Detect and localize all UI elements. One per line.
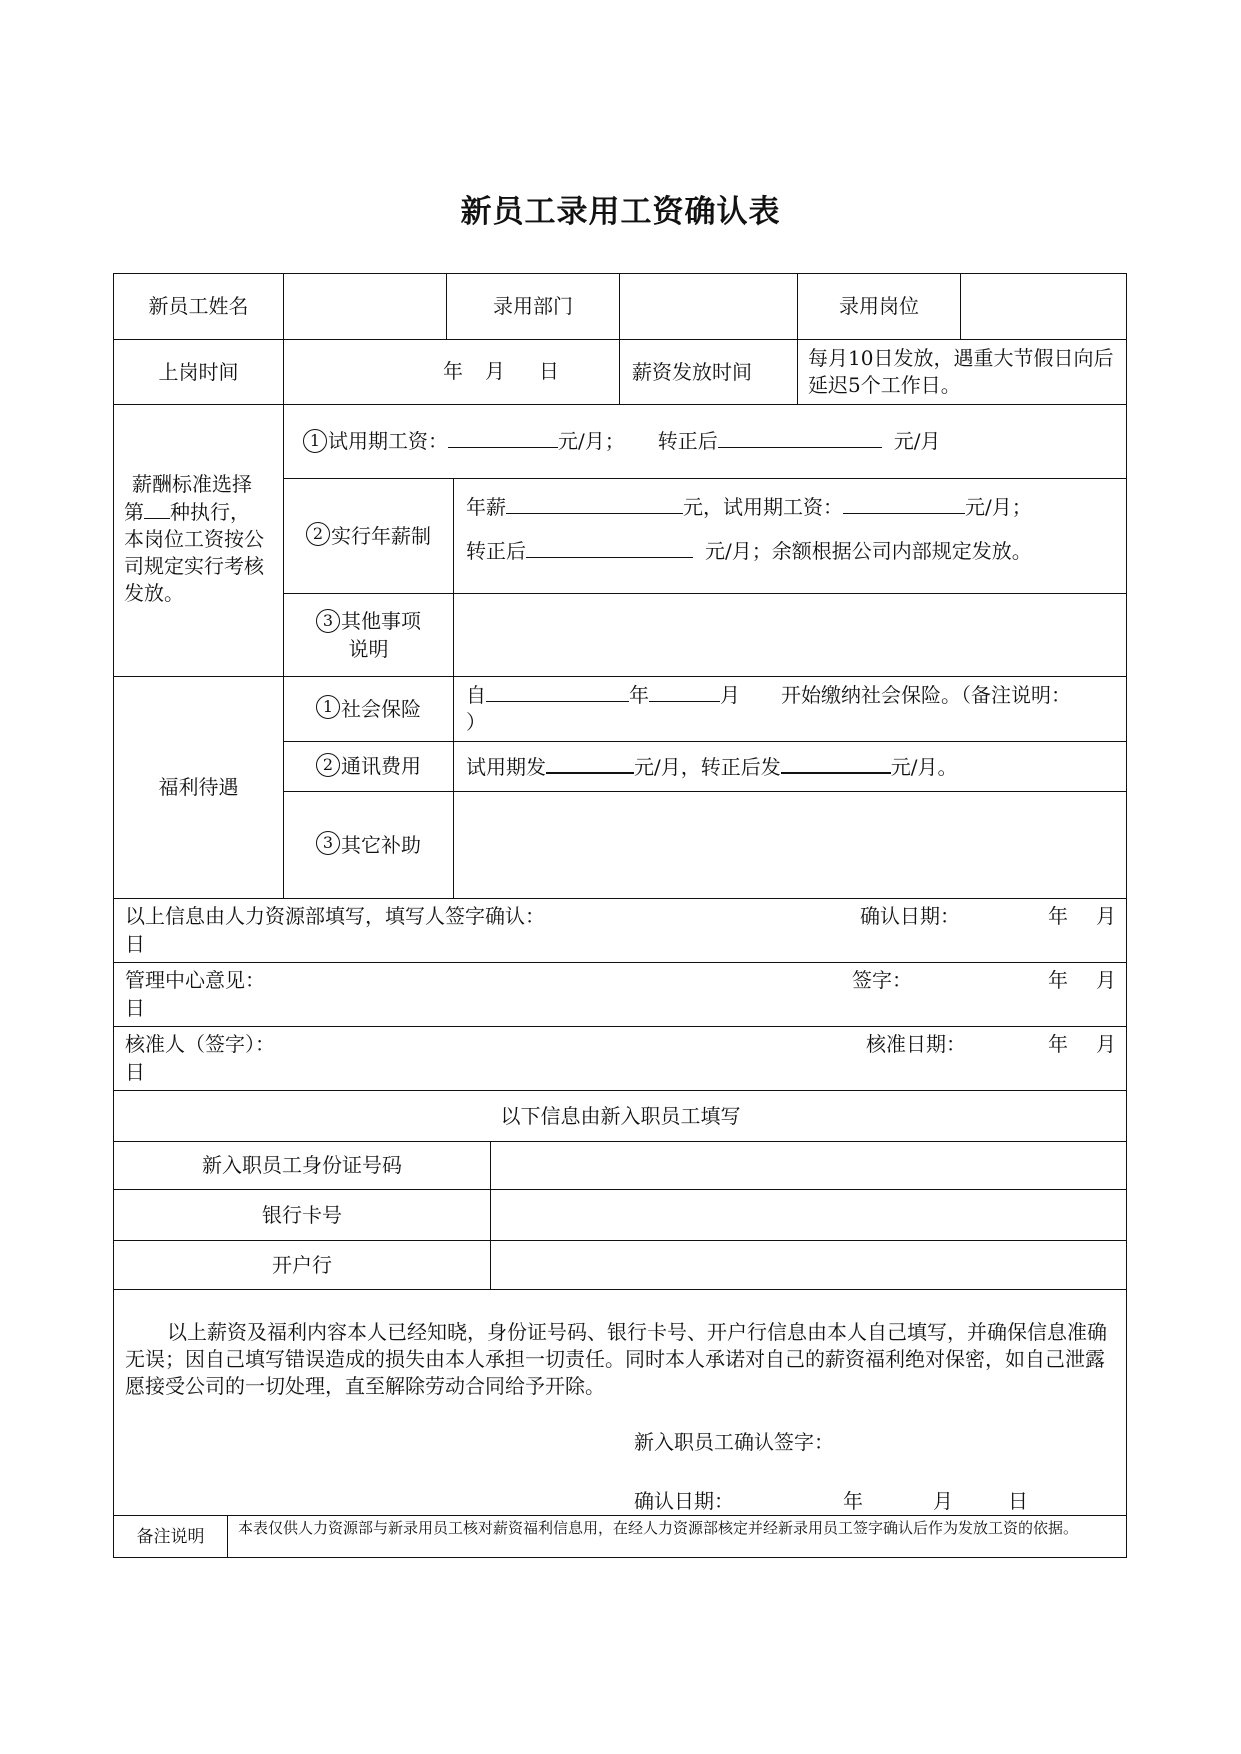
approver-row — [113, 1026, 1127, 1090]
hr-confirm-row — [113, 898, 1127, 962]
trial-salary-unit: 元/月； — [558, 429, 625, 453]
start-date-label — [113, 339, 283, 404]
circled-number-icon: 3 — [316, 609, 340, 633]
salary-option-1 — [283, 404, 1127, 478]
remark-text: 本表仅供人力资源部与新录用员工核对薪资福利信息用，在经人力资源部核定并经新录用员工签字确认后作为发放工资的依据。 — [238, 1519, 1079, 1537]
declaration-text: 以上薪资及福利内容本人已经知晓，身份证号码、银行卡号、开户行信息由本人自己填写，并确保信息准确无误；因自己填写错误造成的损失由本人承担一切责任。同时本人承诺对自己的薪资福利绝对保密，如自己泄露愿接受公司的一切处理，直至解除劳动合同给予开除。 — [125, 1320, 1107, 1398]
other-allowance-field[interactable] — [453, 791, 1127, 898]
annual-trial-unit: 元/月； — [965, 495, 1032, 519]
regular-salary-blank[interactable] — [718, 427, 882, 448]
management-month: 月 — [1096, 968, 1116, 992]
social-insurance-content — [453, 676, 1127, 741]
hr-confirm-day: 日 — [125, 932, 145, 956]
circled-number-icon: 1 — [303, 429, 327, 453]
position-label — [797, 273, 960, 339]
id-number-field[interactable] — [490, 1141, 1127, 1189]
remark-label-text: 备注说明 — [136, 1526, 205, 1547]
circled-number-icon: 3 — [316, 831, 340, 855]
welfare-side-label: 福利待遇 — [158, 775, 239, 799]
pay-time-rule-text: 每月10日发放，遇重大节假日向后延迟5个工作日。 — [808, 346, 1114, 397]
bank-card-label-text: 银行卡号 — [262, 1202, 342, 1227]
start-date-day: 日 — [539, 359, 559, 383]
hr-confirm-date-label: 确认日期： — [860, 904, 960, 928]
department-label — [446, 273, 619, 339]
insurance-year: 年 — [629, 683, 649, 707]
trial-salary-blank[interactable] — [448, 427, 558, 448]
employee-date-label: 确认日期： — [634, 1489, 734, 1513]
annual-trial-blank[interactable] — [843, 493, 965, 514]
approver-date-label: 核准日期： — [866, 1032, 966, 1056]
department-label-text: 录用部门 — [493, 294, 573, 318]
bank-branch-label — [113, 1240, 490, 1289]
pay-time-rule — [797, 339, 1127, 404]
comm-trial-label: 试用期发 — [466, 755, 546, 779]
form-title: 新员工录用工资确认表 — [460, 194, 781, 230]
salary-option-2-label — [283, 478, 453, 593]
annual-regular-blank[interactable] — [526, 537, 693, 558]
comm-tail-label: 元/月。 — [890, 755, 958, 779]
management-opinion-row — [113, 962, 1127, 1026]
employee-date-month: 月 — [933, 1489, 953, 1513]
id-number-label-text: 新入职员工身份证号码 — [202, 1153, 402, 1177]
management-day: 日 — [125, 996, 145, 1020]
employee-sign-label: 新入职员工确认签字： — [634, 1430, 834, 1454]
hr-confirm-year: 年 — [1048, 904, 1068, 928]
insurance-year-blank[interactable] — [486, 681, 629, 702]
annual-regular-tail: 元/月；余额根据公司内部规定发放。 — [705, 539, 1032, 563]
circled-number-icon: 1 — [316, 695, 340, 719]
approver-text: 核准人（签字）： — [125, 1032, 275, 1056]
comm-regular-blank[interactable] — [781, 752, 891, 774]
start-date-year: 年 — [443, 359, 463, 383]
salary-side-line3: 本岗位工资按公司规定实行考核发放。 — [124, 527, 264, 605]
salary-side-prefix: 第 — [124, 500, 144, 524]
annual-trial-label: 元，试用期工资： — [683, 495, 843, 519]
employee-section-title-text: 以下信息由新入职员工填写 — [500, 1103, 741, 1128]
insurance-close: ） — [466, 710, 486, 734]
employee-date-day: 日 — [1008, 1489, 1028, 1513]
comm-mid-label: 元/月，转正后发 — [634, 755, 781, 779]
management-year: 年 — [1048, 968, 1068, 992]
salary-side-suffix: 种执行， — [170, 500, 250, 524]
annual-label: 年薪 — [466, 495, 506, 519]
start-date-field[interactable] — [283, 339, 619, 404]
annual-regular-label: 转正后 — [466, 539, 526, 563]
insurance-tail: 开始缴纳社会保险。（备注说明： — [781, 683, 1071, 707]
salary-confirmation-form — [113, 273, 1127, 1558]
regular-salary-label: 转正后 — [657, 429, 718, 453]
circled-number-icon: 2 — [316, 753, 340, 777]
salary-standard-side — [113, 404, 283, 676]
bank-card-label — [113, 1189, 490, 1240]
declaration-box — [113, 1289, 1127, 1515]
hr-confirm-month: 月 — [1096, 904, 1116, 928]
remark-text-cell — [227, 1515, 1127, 1558]
trial-salary-label: 试用期工资： — [328, 429, 448, 453]
insurance-from: 自 — [466, 683, 486, 707]
salary-option-3-label — [283, 593, 453, 676]
employee-section-title — [113, 1090, 1127, 1141]
social-insurance-label — [283, 676, 453, 741]
circled-number-icon: 2 — [306, 522, 330, 546]
other-allowance-label-text: 其它补助 — [341, 832, 421, 857]
bank-branch-label-text: 开户行 — [272, 1252, 332, 1277]
other-notes-label-2: 说明 — [348, 637, 389, 661]
bank-card-field[interactable] — [490, 1189, 1127, 1240]
communication-fee-label — [283, 741, 453, 791]
employee-name-label — [113, 273, 283, 339]
communication-fee-content — [453, 741, 1127, 791]
welfare-side — [113, 676, 283, 898]
salary-option-3-field[interactable] — [453, 593, 1127, 676]
employee-name-field[interactable] — [283, 273, 446, 339]
bank-branch-field[interactable] — [490, 1240, 1127, 1289]
other-notes-label: 其他事项 — [341, 609, 421, 633]
salary-option-2-content — [453, 478, 1127, 593]
remark-label — [113, 1515, 227, 1558]
hr-confirm-text: 以上信息由人力资源部填写，填写人签字确认： — [125, 904, 545, 928]
annual-salary-blank[interactable] — [506, 493, 683, 514]
approver-month: 月 — [1096, 1032, 1116, 1056]
employee-date-year: 年 — [843, 1489, 863, 1513]
position-field[interactable] — [960, 273, 1127, 339]
other-allowance-label — [283, 791, 453, 898]
option-number-blank[interactable] — [144, 498, 170, 519]
pay-time-label-text: 薪资发放时间 — [632, 359, 752, 384]
approver-year: 年 — [1048, 1032, 1068, 1056]
management-sign-label: 签字： — [852, 968, 912, 992]
employee-name-label-text: 新员工姓名 — [148, 294, 249, 318]
salary-side-line1: 薪酬标准选择 — [132, 472, 252, 496]
salary-side-line2 — [124, 498, 274, 526]
annual-salary-label: 实行年薪制 — [331, 523, 431, 548]
communication-fee-label-text: 通讯费用 — [341, 754, 421, 778]
id-number-label — [113, 1141, 490, 1189]
position-label-text: 录用岗位 — [839, 294, 919, 318]
start-date-month: 月 — [485, 359, 505, 383]
start-date-label-text: 上岗时间 — [158, 359, 239, 384]
comm-trial-blank[interactable] — [546, 752, 634, 774]
insurance-month: 月 — [720, 683, 740, 707]
department-field[interactable] — [619, 273, 797, 339]
approver-day: 日 — [125, 1060, 145, 1084]
regular-salary-unit: 元/月 — [893, 429, 941, 453]
pay-time-label — [619, 339, 797, 404]
insurance-month-blank[interactable] — [649, 681, 720, 702]
management-opinion-text: 管理中心意见： — [125, 968, 265, 992]
social-insurance-label-text: 社会保险 — [341, 696, 421, 721]
